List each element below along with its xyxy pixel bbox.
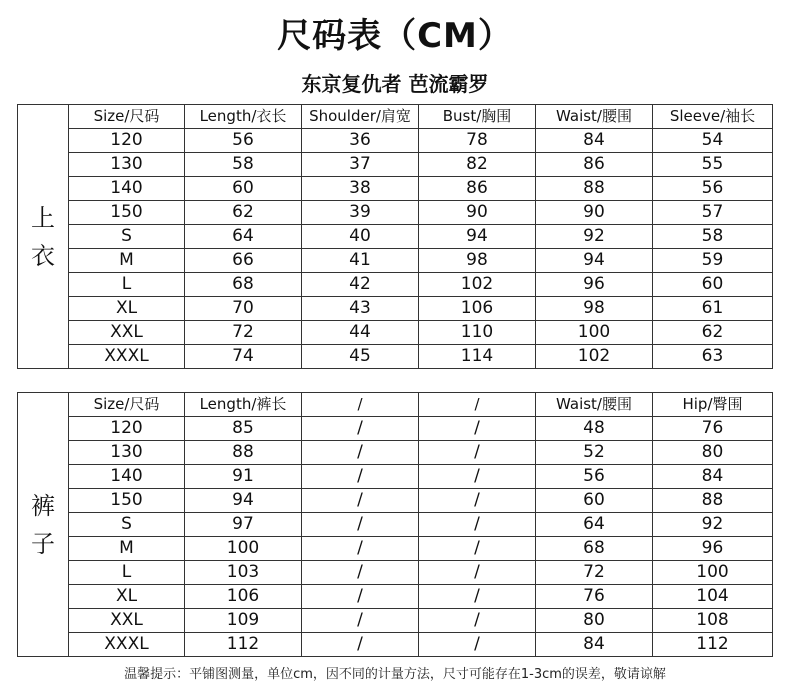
measurement-cell: 56 xyxy=(185,129,302,153)
measurement-cell: 80 xyxy=(536,609,653,633)
measurement-cell: 42 xyxy=(302,273,419,297)
measurement-cell: 64 xyxy=(185,225,302,249)
table-row xyxy=(18,273,773,297)
measurement-cell: 62 xyxy=(185,201,302,225)
measurement-cell: 66 xyxy=(185,249,302,273)
measurement-cell: / xyxy=(302,633,419,657)
category-label-char: 裤 xyxy=(31,491,55,520)
size-cell: XXXL xyxy=(69,633,185,657)
measurement-cell: 72 xyxy=(185,321,302,345)
measurement-cell: 60 xyxy=(536,489,653,513)
size-cell: XXXL xyxy=(69,345,185,369)
measurement-cell: / xyxy=(302,537,419,561)
table-row xyxy=(18,513,773,537)
size-cell: L xyxy=(69,273,185,297)
table-row xyxy=(18,537,773,561)
column-header: Bust/胸围 xyxy=(419,105,536,129)
measurement-cell: 94 xyxy=(419,225,536,249)
table-row xyxy=(18,201,773,225)
measurement-cell: 90 xyxy=(419,201,536,225)
measurement-cell: 58 xyxy=(185,153,302,177)
table-row xyxy=(18,225,773,249)
column-header: / xyxy=(419,393,536,417)
measurement-cell: 103 xyxy=(185,561,302,585)
measurement-cell: 39 xyxy=(302,201,419,225)
measurement-cell: 108 xyxy=(653,609,773,633)
measurement-cell: 112 xyxy=(653,633,773,657)
measurement-cell: 38 xyxy=(302,177,419,201)
size-cell: 150 xyxy=(69,489,185,513)
column-header: Waist/腰围 xyxy=(536,105,653,129)
category-label xyxy=(18,393,69,657)
measurement-cell: 52 xyxy=(536,441,653,465)
measurement-cell: 43 xyxy=(302,297,419,321)
category-label-char: 衣 xyxy=(31,241,55,270)
measurement-cell: / xyxy=(302,513,419,537)
measurement-cell: / xyxy=(419,465,536,489)
measurement-cell: 100 xyxy=(536,321,653,345)
measurement-cell: 86 xyxy=(536,153,653,177)
measurement-cell: / xyxy=(419,513,536,537)
measurement-cell: / xyxy=(419,417,536,441)
measurement-cell: 80 xyxy=(653,441,773,465)
measurement-cell: / xyxy=(302,609,419,633)
table-row xyxy=(18,249,773,273)
size-cell: L xyxy=(69,561,185,585)
measurement-cell: 70 xyxy=(185,297,302,321)
measurement-cell: 98 xyxy=(419,249,536,273)
table-row xyxy=(18,321,773,345)
measurement-cell: 94 xyxy=(185,489,302,513)
table-row xyxy=(18,633,773,657)
column-header: Hip/臀围 xyxy=(653,393,773,417)
table-row xyxy=(18,489,773,513)
measurement-cell: 96 xyxy=(536,273,653,297)
measurement-cell: 78 xyxy=(419,129,536,153)
size-cell: M xyxy=(69,249,185,273)
measurement-cell: 109 xyxy=(185,609,302,633)
measurement-cell: 100 xyxy=(653,561,773,585)
measurement-cell: 72 xyxy=(536,561,653,585)
measurement-cell: 84 xyxy=(536,129,653,153)
size-cell: XXL xyxy=(69,321,185,345)
measurement-cell: 56 xyxy=(536,465,653,489)
measurement-cell: 44 xyxy=(302,321,419,345)
measurement-cell: 64 xyxy=(536,513,653,537)
measurement-cell: 91 xyxy=(185,465,302,489)
table-row xyxy=(18,561,773,585)
measurement-cell: 92 xyxy=(536,225,653,249)
measurement-cell: 36 xyxy=(302,129,419,153)
size-cell: XL xyxy=(69,585,185,609)
measurement-cell: 74 xyxy=(185,345,302,369)
measurement-cell: 57 xyxy=(653,201,773,225)
measurement-cell: 85 xyxy=(185,417,302,441)
size-cell: XL xyxy=(69,297,185,321)
measurement-cell: / xyxy=(419,441,536,465)
measurement-cell: 94 xyxy=(536,249,653,273)
header-row xyxy=(18,105,773,129)
measurement-cell: 88 xyxy=(536,177,653,201)
measurement-cell: 54 xyxy=(653,129,773,153)
measurement-cell: / xyxy=(302,561,419,585)
column-header: / xyxy=(302,393,419,417)
measurement-cell: 59 xyxy=(653,249,773,273)
size-cell: 130 xyxy=(69,441,185,465)
measurement-cell: 104 xyxy=(653,585,773,609)
table-row xyxy=(18,609,773,633)
category-label xyxy=(18,105,69,369)
measurement-cell: 90 xyxy=(536,201,653,225)
page-title: 尺码表（CM） xyxy=(277,16,513,56)
measurement-cell: 92 xyxy=(653,513,773,537)
measurement-cell: / xyxy=(419,633,536,657)
measurement-cell: 40 xyxy=(302,225,419,249)
measurement-cell: 88 xyxy=(653,489,773,513)
measurement-cell: 82 xyxy=(419,153,536,177)
measurement-cell: 60 xyxy=(185,177,302,201)
size-cell: S xyxy=(69,225,185,249)
footer-note: 温馨提示：平铺图测量，单位cm，因不同的计量方法，尺寸可能存在1-3cm的误差，敬请谅解 xyxy=(124,667,666,682)
top-size-table xyxy=(17,104,773,369)
size-cell: M xyxy=(69,537,185,561)
measurement-cell: 114 xyxy=(419,345,536,369)
measurement-cell: 62 xyxy=(653,321,773,345)
table-row xyxy=(18,177,773,201)
measurement-cell: 84 xyxy=(653,465,773,489)
measurement-cell: 86 xyxy=(419,177,536,201)
measurement-cell: 68 xyxy=(536,537,653,561)
measurement-cell: / xyxy=(302,417,419,441)
table-row xyxy=(18,153,773,177)
category-label-char: 子 xyxy=(31,529,55,558)
page-subtitle: 东京复仇者 芭流霸罗 xyxy=(301,72,489,96)
measurement-cell: 98 xyxy=(536,297,653,321)
measurement-cell: 110 xyxy=(419,321,536,345)
size-cell: XXL xyxy=(69,609,185,633)
measurement-cell: 112 xyxy=(185,633,302,657)
measurement-cell: 102 xyxy=(419,273,536,297)
measurement-cell: 106 xyxy=(185,585,302,609)
column-header: Size/尺码 xyxy=(69,105,185,129)
measurement-cell: 102 xyxy=(536,345,653,369)
measurement-cell: / xyxy=(302,489,419,513)
table-row xyxy=(18,441,773,465)
column-header: Length/裤长 xyxy=(185,393,302,417)
measurement-cell: / xyxy=(302,441,419,465)
table-row xyxy=(18,585,773,609)
table-row xyxy=(18,417,773,441)
measurement-cell: 84 xyxy=(536,633,653,657)
size-cell: 120 xyxy=(69,417,185,441)
measurement-cell: / xyxy=(302,585,419,609)
measurement-cell: 68 xyxy=(185,273,302,297)
measurement-cell: 41 xyxy=(302,249,419,273)
size-cell: 130 xyxy=(69,153,185,177)
measurement-cell: / xyxy=(419,561,536,585)
column-header: Shoulder/肩宽 xyxy=(302,105,419,129)
measurement-cell: 97 xyxy=(185,513,302,537)
measurement-cell: 37 xyxy=(302,153,419,177)
measurement-cell: 60 xyxy=(653,273,773,297)
size-cell: 140 xyxy=(69,465,185,489)
bottom-size-table xyxy=(17,392,773,657)
measurement-cell: 56 xyxy=(653,177,773,201)
table-row xyxy=(18,345,773,369)
measurement-cell: 76 xyxy=(536,585,653,609)
measurement-cell: / xyxy=(419,609,536,633)
size-cell: 140 xyxy=(69,177,185,201)
measurement-cell: 45 xyxy=(302,345,419,369)
measurement-cell: 63 xyxy=(653,345,773,369)
size-cell: 120 xyxy=(69,129,185,153)
measurement-cell: 48 xyxy=(536,417,653,441)
measurement-cell: / xyxy=(419,489,536,513)
category-label-char: 上 xyxy=(31,203,55,232)
measurement-cell: 76 xyxy=(653,417,773,441)
measurement-cell: 58 xyxy=(653,225,773,249)
measurement-cell: 96 xyxy=(653,537,773,561)
measurement-cell: 100 xyxy=(185,537,302,561)
measurement-cell: / xyxy=(419,585,536,609)
measurement-cell: 88 xyxy=(185,441,302,465)
measurement-cell: 106 xyxy=(419,297,536,321)
size-cell: S xyxy=(69,513,185,537)
measurement-cell: 55 xyxy=(653,153,773,177)
table-row xyxy=(18,129,773,153)
table-row xyxy=(18,465,773,489)
column-header: Waist/腰围 xyxy=(536,393,653,417)
column-header: Length/衣长 xyxy=(185,105,302,129)
table-row xyxy=(18,297,773,321)
measurement-cell: / xyxy=(302,465,419,489)
size-cell: 150 xyxy=(69,201,185,225)
measurement-cell: / xyxy=(419,537,536,561)
header-row xyxy=(18,393,773,417)
column-header: Sleeve/袖长 xyxy=(653,105,773,129)
column-header: Size/尺码 xyxy=(69,393,185,417)
measurement-cell: 61 xyxy=(653,297,773,321)
